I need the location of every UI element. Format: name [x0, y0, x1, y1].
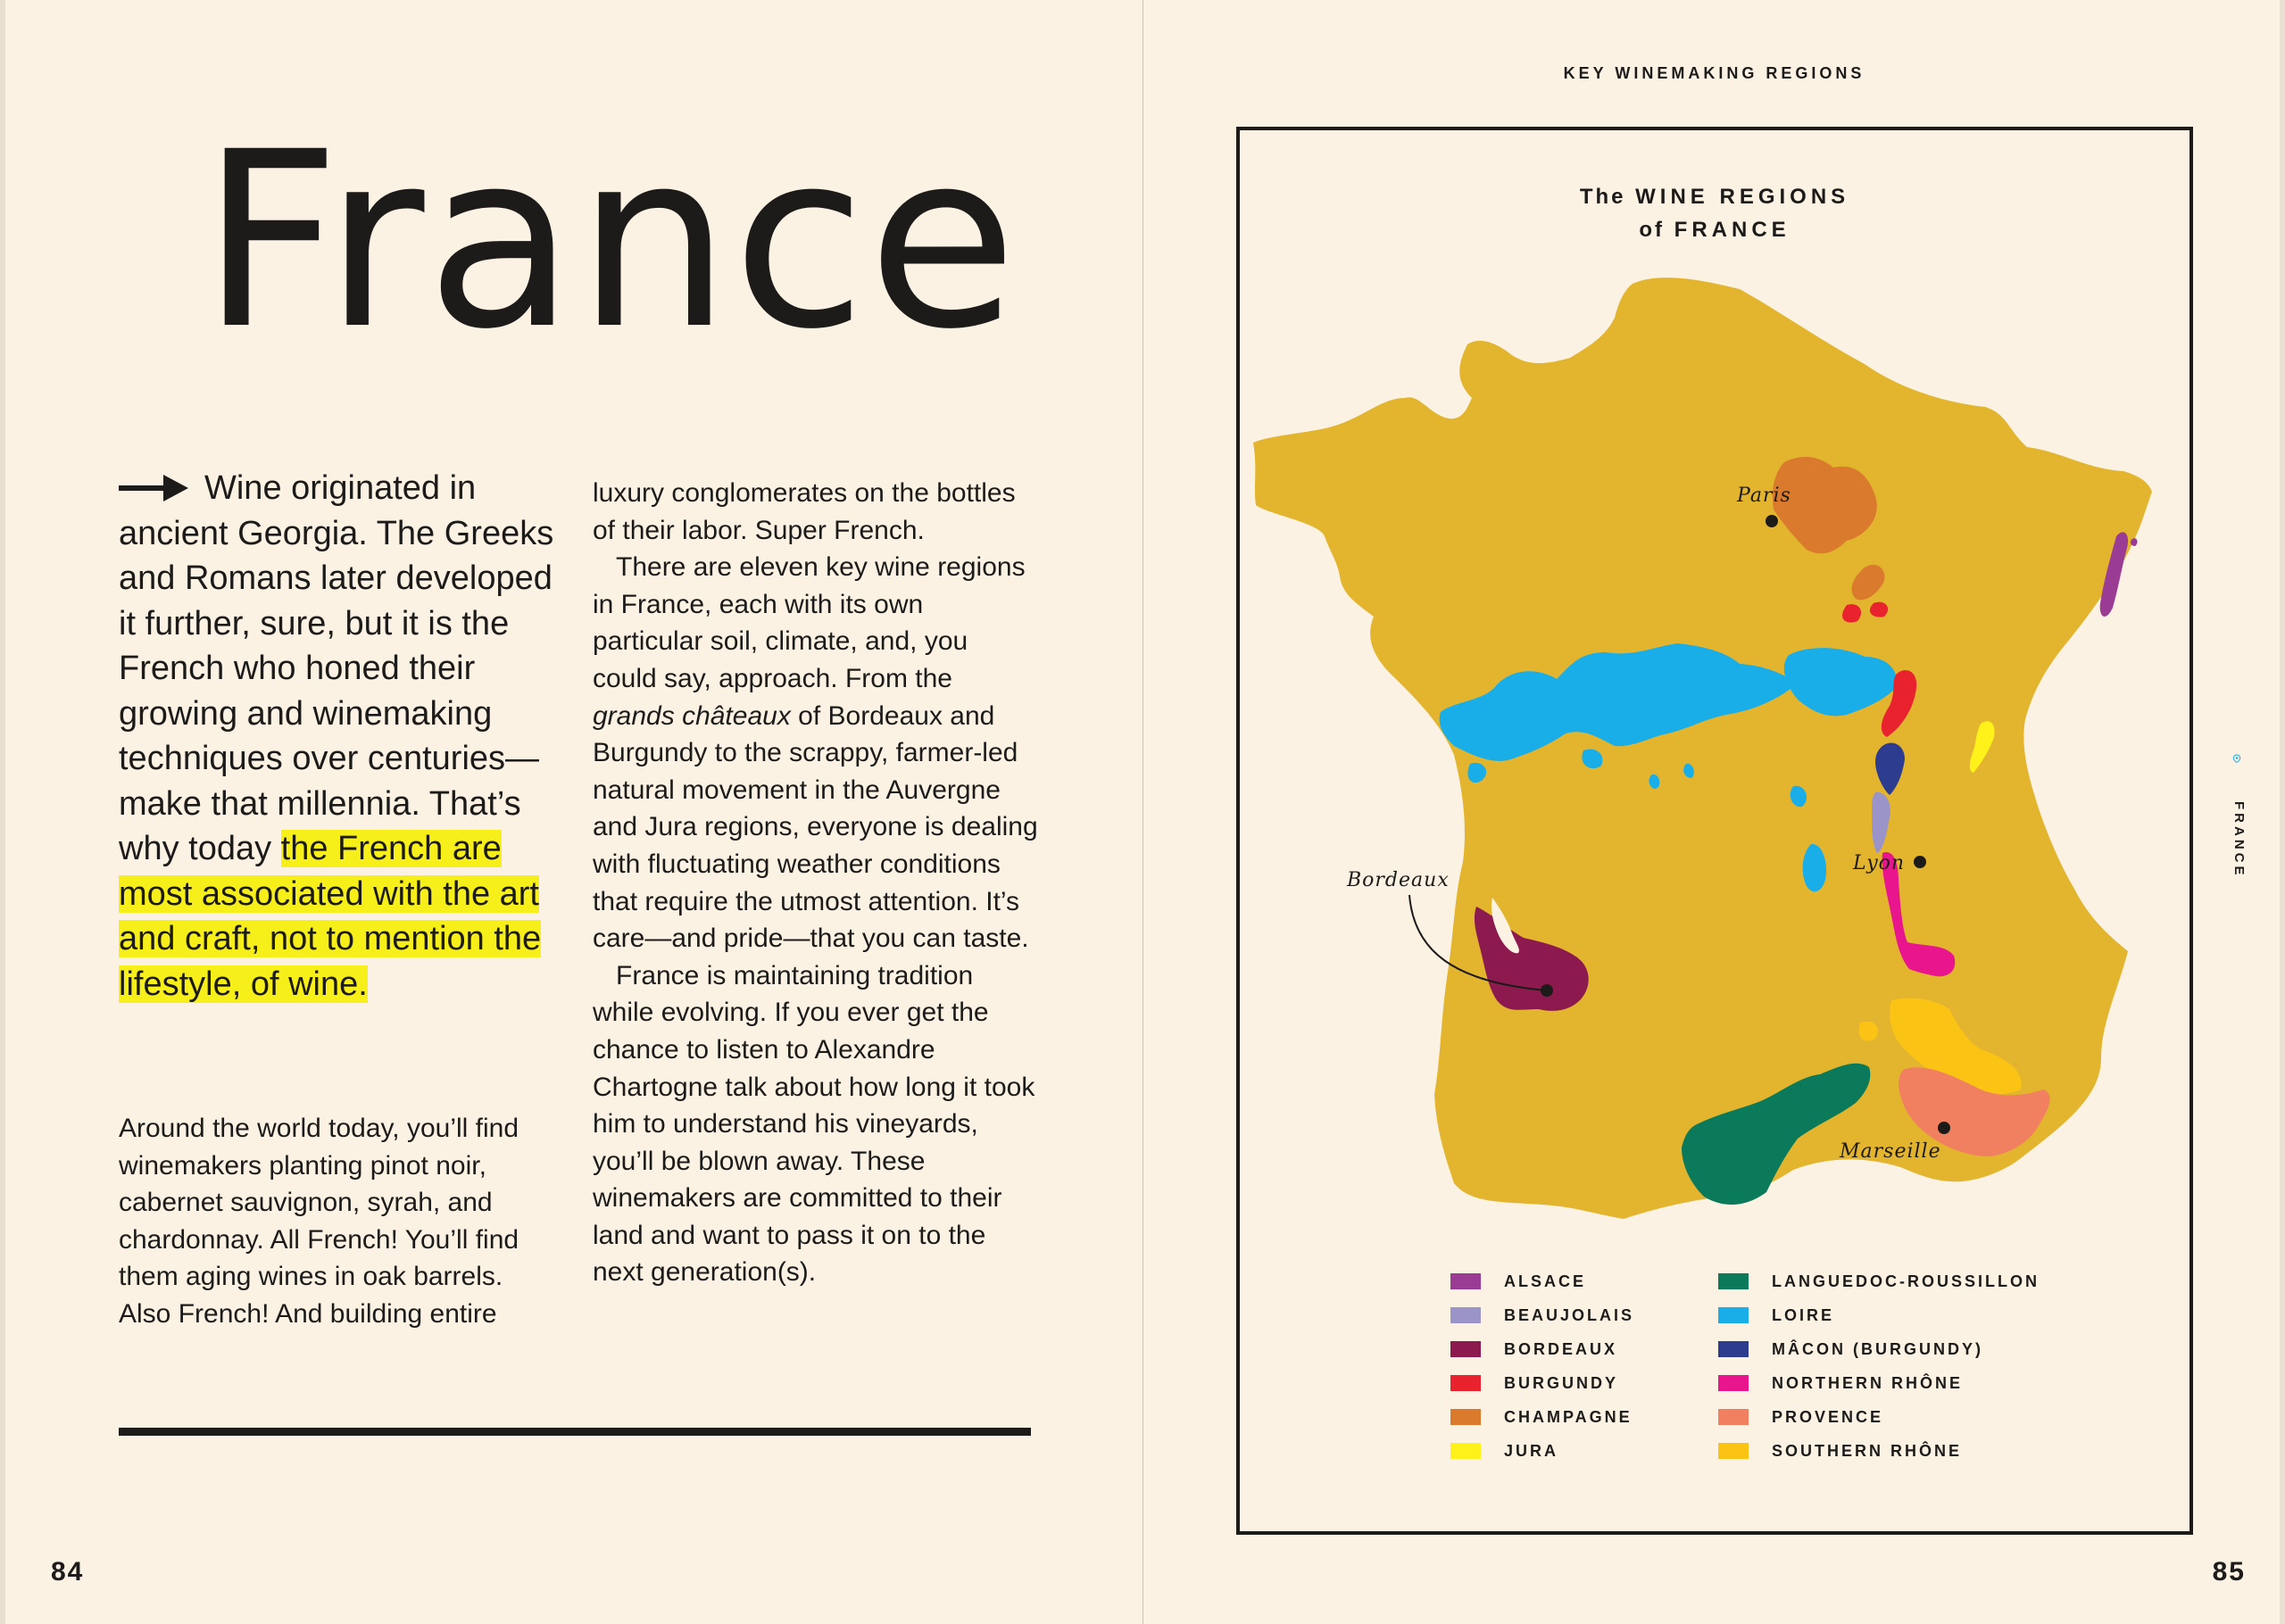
legend-label: LOIRE — [1772, 1305, 1835, 1324]
southern-rhone-region — [1859, 1022, 1878, 1041]
legend-swatch — [1718, 1341, 1749, 1357]
legend-label: ALSACE — [1504, 1272, 1587, 1290]
body-italic-text: grands châteaux — [593, 700, 791, 731]
legend-label: BORDEAUX — [1504, 1339, 1618, 1358]
side-tab-label: FRANCE — [2231, 801, 2247, 879]
city-label-paris: Paris — [1737, 485, 1791, 507]
legend-swatch — [1450, 1273, 1481, 1289]
page-number: 85 — [2212, 1557, 2246, 1587]
map-title-big: WINE REGIONS — [1635, 185, 1850, 209]
page-edge — [2280, 0, 2285, 1624]
body-text: of Bordeaux and Burgundy to the scrappy, farmer-led natural movement in the Auvergne and Jura regions, everyone is dealing with fluctuating weather conditions that require the utmost attention. It’s care—and pride—that you can taste. — [593, 700, 1038, 954]
right-page — [1143, 0, 2285, 1624]
city-label-lyon: Lyon — [1853, 852, 1906, 874]
legend-swatch — [1718, 1375, 1749, 1391]
legend-item — [1450, 1438, 1558, 1464]
body-paragraph: luxury conglomerates on the bottles of their labor. Super French. — [593, 478, 1016, 545]
city-dot-bordeaux — [1541, 984, 1553, 997]
page-edge — [0, 0, 5, 1624]
legend-item — [1450, 1370, 1618, 1396]
horizontal-rule — [119, 1428, 1031, 1436]
city-label-bordeaux: Bordeaux — [1347, 869, 1450, 891]
legend-item — [1718, 1404, 1883, 1430]
legend-item — [1718, 1336, 1983, 1363]
legend-label: BEAUJOLAIS — [1504, 1305, 1635, 1324]
legend-swatch — [1450, 1341, 1481, 1357]
city-label-marseille: Marseille — [1840, 1140, 1941, 1163]
lead-paragraph — [119, 466, 556, 1007]
body-paragraph: France is maintaining tradition while evolving. If you ever get the chance to listen to Alexandre Chartogne talk about how long it took him to understand his vineyards, you’ll be blown away. These winemakers are committed to their land and want to pass it on to the next generation(s). — [593, 960, 1035, 1288]
legend-label: NORTHERN RHÔNE — [1772, 1373, 1964, 1392]
map-title-small: The — [1579, 185, 1626, 209]
legend-item — [1450, 1404, 1633, 1430]
body-paragraph — [593, 549, 1039, 957]
legend-label: MÂCON (BURGUNDY) — [1772, 1339, 1983, 1358]
legend-item — [1718, 1438, 1962, 1464]
france-map — [1240, 130, 2189, 1255]
location-pin-icon — [2219, 754, 2255, 790]
legend-swatch — [1450, 1409, 1481, 1425]
legend-item — [1450, 1336, 1617, 1363]
lead-first-line: Wine originated — [204, 469, 441, 507]
legend-item — [1718, 1268, 2040, 1295]
page-title: France — [201, 101, 1019, 383]
legend-swatch — [1450, 1375, 1481, 1391]
map-title-small: of — [1639, 218, 1665, 242]
burgundy-region — [1870, 602, 1888, 617]
legend-swatch — [1718, 1307, 1749, 1323]
running-head: KEY WINEMAKING REGIONS — [1563, 64, 1865, 82]
map-frame — [1236, 127, 2193, 1535]
map-title-big: FRANCE — [1674, 218, 1791, 242]
legend-swatch — [1718, 1409, 1749, 1425]
legend-label: SOUTHERN RHÔNE — [1772, 1441, 1963, 1460]
arrow-right-icon — [119, 475, 188, 501]
city-dot-paris — [1766, 515, 1778, 527]
legend-item — [1450, 1268, 1586, 1295]
legend-swatch — [1718, 1273, 1749, 1289]
legend-label: CHAMPAGNE — [1504, 1407, 1633, 1426]
body-text-column-2 — [593, 475, 1039, 1291]
lead-highlight: the French are most associated with the art and craft, not to mention the lifestyle, of wine. — [119, 830, 542, 1003]
city-dot-marseille — [1938, 1122, 1950, 1134]
legend-item — [1450, 1302, 1634, 1329]
page-number: 84 — [51, 1557, 85, 1587]
legend-swatch — [1450, 1307, 1481, 1323]
legend-swatch — [1718, 1443, 1749, 1459]
legend-item — [1718, 1370, 1963, 1396]
legend-label: LANGUEDOC-ROUSSILLON — [1772, 1272, 2040, 1290]
lead-text: in ancient Georgia. The Greeks and Romans later developed it further, sure, but it is the French who honed their growing and winemaking techniques over centuries—make that millennia. That’s why today — [119, 469, 554, 867]
legend-label: JURA — [1504, 1441, 1559, 1460]
body-text: There are eleven key wine regions in France, each with its own particular soil, climate, and, you could say, approach. From the — [593, 552, 1026, 693]
legend-label: BURGUNDY — [1504, 1373, 1619, 1392]
city-dot-lyon — [1914, 856, 1926, 868]
left-page — [0, 0, 1142, 1624]
legend-swatch — [1450, 1443, 1481, 1459]
legend-item — [1718, 1302, 1834, 1329]
body-text-column-1: Around the world today, you’ll find winemakers planting pinot noir, cabernet sauvignon, syrah, and chardonnay. All French! You’ll find them aging wines in oak barrels. Also French! And building entire — [119, 1114, 519, 1329]
legend-label: PROVENCE — [1772, 1407, 1884, 1426]
